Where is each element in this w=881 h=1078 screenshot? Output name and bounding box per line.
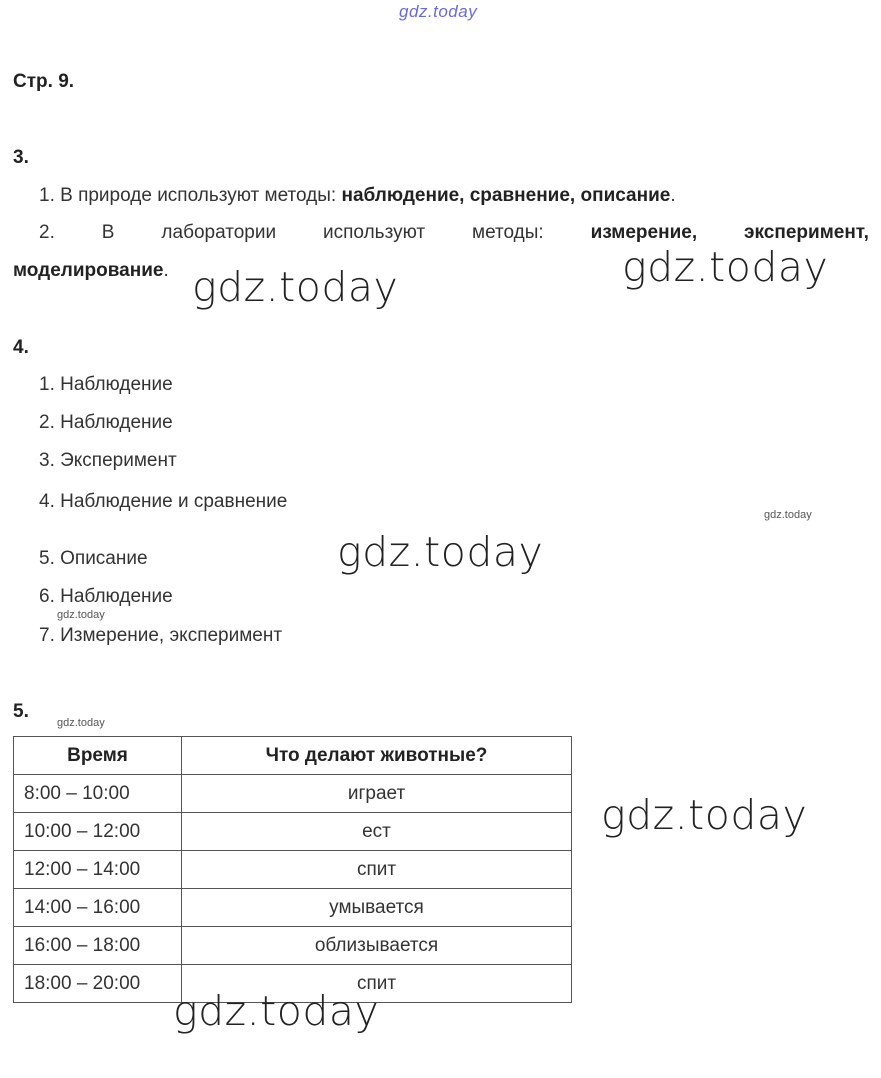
task3-line1-end: . bbox=[670, 185, 676, 206]
time-cell: 16:00 – 18:00 bbox=[14, 927, 182, 965]
task3-line2 bbox=[39, 222, 869, 244]
table-row bbox=[14, 851, 572, 889]
watermark-large: gdz.today bbox=[173, 987, 380, 1035]
task4-item: 6. Наблюдение bbox=[39, 586, 173, 607]
watermark-top: gdz.today bbox=[399, 2, 478, 21]
column-header-time: Время bbox=[14, 737, 182, 775]
task3-line2-word: 2. bbox=[39, 222, 55, 243]
watermark-small: gdz.today bbox=[57, 609, 105, 621]
table-row bbox=[14, 927, 572, 965]
time-cell: 12:00 – 14:00 bbox=[14, 851, 182, 889]
task3-line2-word: методы: bbox=[472, 222, 544, 243]
task3-line3 bbox=[13, 260, 169, 282]
task3-line1-prefix: 1. В природе используют методы: bbox=[39, 185, 337, 206]
task4-item: 4. Наблюдение и сравнение bbox=[39, 491, 288, 512]
task4-item: 2. Наблюдение bbox=[39, 412, 173, 433]
activity-cell: спит bbox=[182, 965, 572, 1003]
task3-line1-bold: наблюдение, сравнение, описание bbox=[341, 185, 671, 206]
table-row bbox=[14, 889, 572, 927]
time-cell: 10:00 – 12:00 bbox=[14, 813, 182, 851]
watermark-large: gdz.today bbox=[601, 791, 808, 839]
task3-line2-word: лаборатории bbox=[161, 222, 277, 243]
activity-cell: ест bbox=[182, 813, 572, 851]
task5-number: 5. bbox=[13, 701, 29, 722]
task3-line1 bbox=[39, 185, 676, 207]
task3-number: 3. bbox=[13, 147, 29, 168]
column-header-activity: Что делают животные? bbox=[182, 737, 572, 775]
watermark-small: gdz.today bbox=[764, 509, 812, 521]
table-row bbox=[14, 775, 572, 813]
activity-cell: умывается bbox=[182, 889, 572, 927]
activity-cell: облизывается bbox=[182, 927, 572, 965]
task4-item: 5. Описание bbox=[39, 548, 148, 569]
task3-line2-bold-word: эксперимент, bbox=[744, 222, 869, 243]
time-cell: 8:00 – 10:00 bbox=[14, 775, 182, 813]
task4-item: 7. Измерение, эксперимент bbox=[39, 625, 283, 646]
task3-line2-word: В bbox=[101, 222, 115, 243]
page-label: Стр. 9. bbox=[13, 71, 75, 92]
activity-cell: играет bbox=[182, 775, 572, 813]
task4-number: 4. bbox=[13, 337, 29, 358]
watermark-large: gdz.today bbox=[192, 263, 399, 311]
watermark-large: gdz.today bbox=[337, 528, 544, 576]
watermark-large: gdz.today bbox=[622, 243, 829, 291]
activity-cell: спит bbox=[182, 851, 572, 889]
task4-item: 3. Эксперимент bbox=[39, 450, 177, 471]
task3-line2-word: используют bbox=[323, 222, 426, 243]
time-cell: 14:00 – 16:00 bbox=[14, 889, 182, 927]
task4-item: 1. Наблюдение bbox=[39, 374, 173, 395]
task3-line2-bold-word: измерение, bbox=[590, 222, 698, 243]
task3-line3-bold: моделирование bbox=[13, 260, 164, 281]
time-cell: 18:00 – 20:00 bbox=[14, 965, 182, 1003]
activity-table bbox=[13, 736, 572, 1003]
watermark-small: gdz.today bbox=[57, 717, 105, 729]
table-header-row bbox=[14, 737, 572, 775]
task3-line3-end: . bbox=[163, 260, 169, 281]
table-row bbox=[14, 813, 572, 851]
